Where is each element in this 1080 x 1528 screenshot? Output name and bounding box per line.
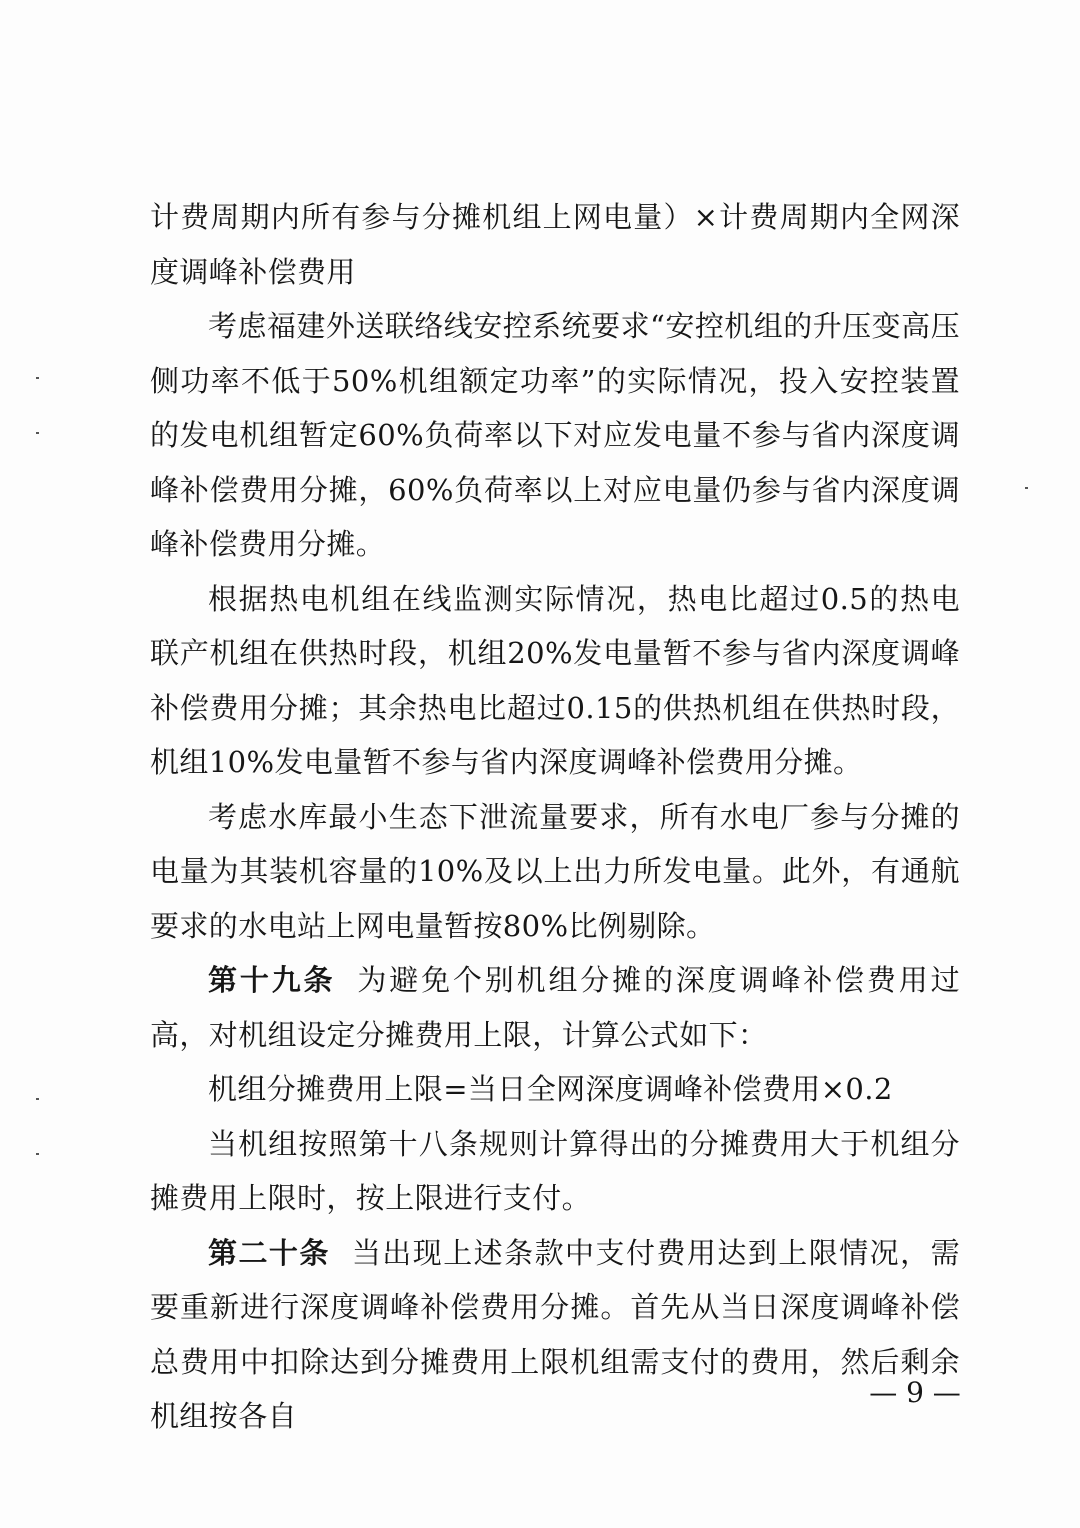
body-text — [150, 190, 960, 1444]
paragraph-cap-formula: 机组分摊费用上限=当日全网深度调峰补偿费用×0.2 — [208, 1072, 893, 1106]
scan-mark — [36, 377, 39, 379]
paragraph-cap-payment: 当机组按照第十八条规则计算得出的分摊费用大于机组分摊费用上限时，按上限进行支付。 — [150, 1126, 960, 1215]
paragraph-article-19 — [150, 953, 960, 1062]
paragraph-cogeneration: 根据热电机组在线监测实际情况，热电比超过0.5的热电联产机组在供热时段，机组20%发电量暂不参与省内深度调峰补偿费用分摊；其余热电比超过0.15的供热机组在供热时段，机组10%发电量暂不参与省内深度调峰补偿费用分摊。 — [150, 581, 960, 779]
scan-mark — [36, 1098, 39, 1100]
scan-mark — [36, 432, 39, 434]
scan-mark — [36, 1153, 39, 1155]
paragraph-formula-continuation: 计费周期内所有参与分摊机组上网电量）×计费周期内全网深度调峰补偿费用 — [150, 200, 960, 289]
page-number: — 9 — — [869, 1376, 961, 1409]
paragraph-article-20 — [150, 1226, 960, 1444]
article-20-heading: 第二十条 — [208, 1235, 330, 1270]
article-20-text: 当出现上述条款中支付费用达到上限情况，需要重新进行深度调峰补偿费用分摊。首先从当日深度调峰补偿总费用中扣除达到分摊费用上限机组需支付的费用，然后剩余机组按各自 — [150, 1235, 960, 1433]
article-19-heading: 第十九条 — [208, 963, 336, 997]
paragraph-security-control: 考虑福建外送联络线安控系统要求“安控机组的升压变高压侧功率不低于50%机组额定功率”的实际情况，投入安控装置的发电机组暂定60%负荷率以下对应发电量不参与省内深度调峰补偿费用分摊，60%负荷率以上对应电量仍参与省内深度调峰补偿费用分摊。 — [150, 309, 960, 561]
paragraph-hydropower: 考虑水库最小生态下泄流量要求，所有水电厂参与分摊的电量为其装机容量的10%及以上出力所发电量。此外，有通航要求的水电站上网电量暂按80%比例剔除。 — [150, 799, 960, 943]
scan-mark — [1025, 487, 1028, 489]
article-19-text: 为避免个别机组分摊的深度调峰补偿费用过高，对机组设定分摊费用上限，计算公式如下： — [150, 963, 960, 1052]
